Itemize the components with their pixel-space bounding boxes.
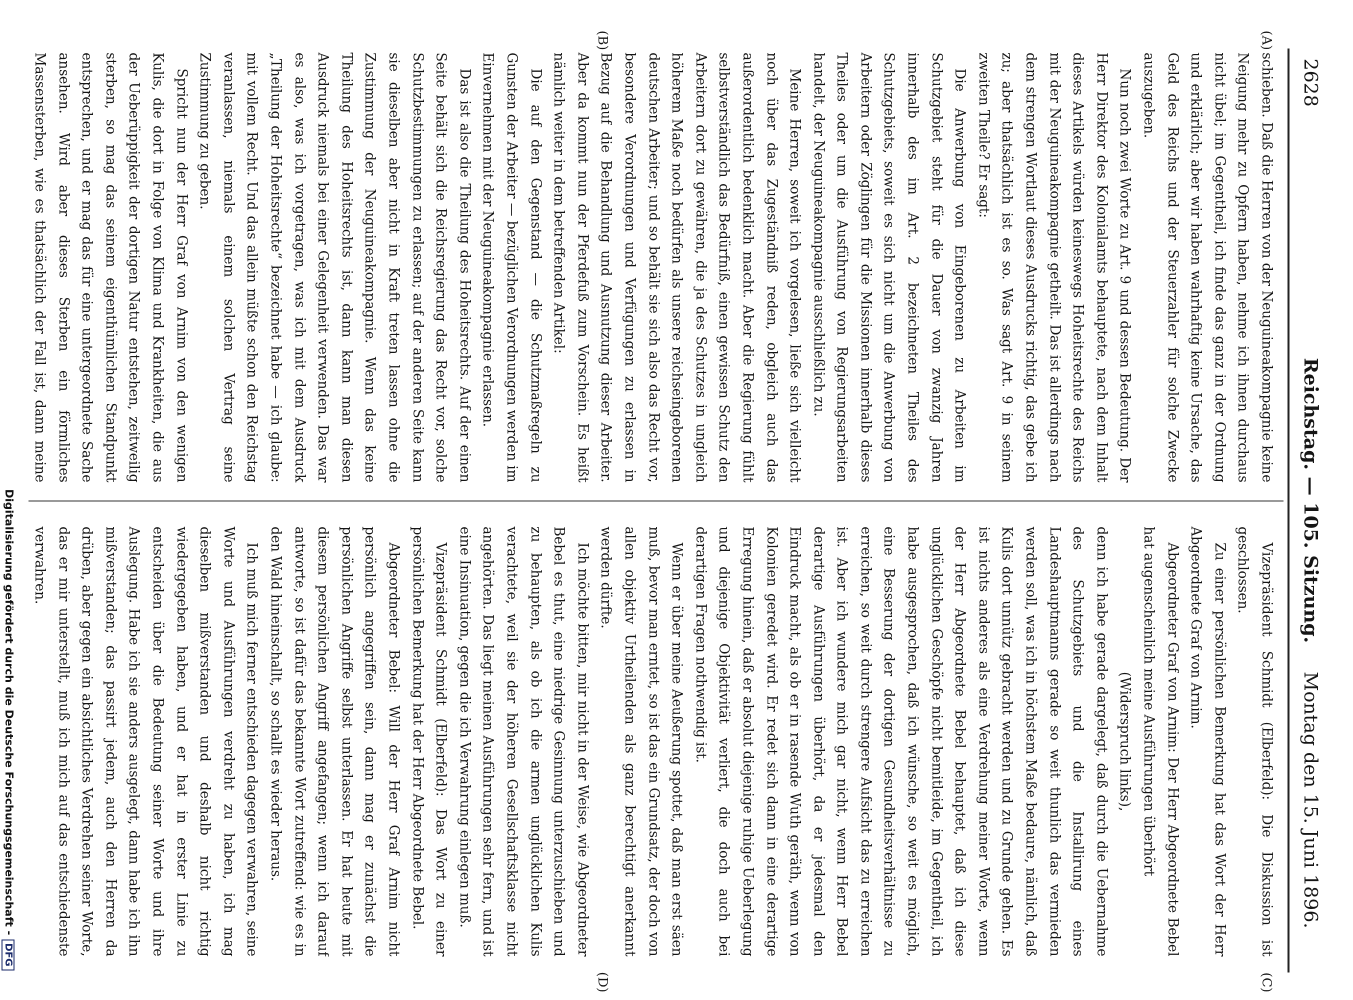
margin-marker-d: (D)	[594, 971, 609, 992]
paragraph: Abgeordneter Bebel: Will der Herr Graf Arnim nicht persönlich angegriffen sein, dann mag er zunächst die persönlichen Angriffe selbst unterlassen. Er hat heute mit diesem persönlichen Angriff angefangen; wenn ich darauf antworte, so ist dafür das bekannte Wort zutreffend: wie es in den Wald hineinschallt, so schallt es wieder heraus.	[267, 526, 402, 956]
paragraph: Spricht nun der Herr Graf von Arnim von den wenigen Kulis, die dort in Folge von Klima und Krankheiten, die aus der Ueberüppigkeit der dortigen Natur entstehen, zeitweilig sterben, so mag das seinem eigenthümlichen Standpunkt entsprechen, und er mag das für eine untergeordnete Sache ansehen. Wird aber dieses Sterben ein förmliches Massensterben, wie es thatsächlich der Fall ist, dann meine	[31, 52, 189, 482]
margin-marker-a: (A)	[1258, 30, 1273, 50]
paragraph: Die auf den Gegenstand — die Schutzmaßregeln zu Gunsten der Arbeiter — bezüglichen Verordnungen werden im Einvernehmen mit der Neuguineakompagnie erlassen.	[479, 52, 543, 482]
right-text-column	[27, 526, 1277, 956]
session-date: Montag den 15. Juni 1896.	[1299, 671, 1321, 928]
page-number: 2628	[1299, 58, 1321, 107]
header-rule	[1287, 48, 1289, 972]
paragraph: Zu einer persönlichen Bemerkung hat das Wort der Herr Abgeordnete Graf von Arnim.	[1187, 526, 1227, 956]
margin-marker-b: (B)	[594, 30, 609, 50]
paragraph: Ich muß mich ferner entschieden dagegen verwahren, seine Worte und Ausführungen verdreht zu haben, ich mag dieselben mißverstanden und deshalb nicht richtig wiedergegeben haben, und er hat in erster Linie zu entscheiden über die Bedeutung seiner Worte und ihre Auslegung. Habe ich sie anders ausgelegt, dann habe ich ihn mißverstanden; das passirt jedem, auch den Herren da drüben, aber gegen ein absichtliches Verdrehen seiner Worte, das er mir unterstellt, muß ich mich auf das entschiedenste verwahren.	[31, 526, 260, 956]
column-divider	[28, 500, 1283, 501]
margin-marker-c: (C)	[1258, 971, 1273, 992]
running-title: Reichstag. — 105. Sitzung.	[1299, 357, 1321, 643]
paragraph: (Widerspruch links),	[1116, 671, 1133, 811]
paragraph: Meine Herren, soweit ich vorgelesen, ließe sich vielleicht noch über das Zugeständniß reden, obgleich auch das außerordentlich bedenklich macht. Aber die Regierung fühlt selbstverständlich das Bedürfniß, einen gewissen Schutz den Arbeitern dort zu gewähren, die ja des Schutzes in ungleich höherem Maße noch bedürfen als unsere reichseingeborenen deutschen Arbeiter; und so behält sie sich also das Recht vor, besondere Verordnungen und Verfügungen zu erlassen in Bezug auf die Behandlung und Ausnutzung dieser Arbeiter. Aber da kommt nun der Pferdefuß zum Vorschein. Es heißt nämlich weiter in dem betreffenden Artikel:	[550, 52, 803, 482]
digitization-note: Digitalisierung gefördert durch die Deutsche Forschungsgemeinschaft -	[2, 488, 15, 935]
paragraph: Vizepräsident Schmidt (Elberfeld): Die Diskussion ist geschlossen.	[1234, 526, 1274, 956]
paragraph: schieben. Daß die Herren von der Neuguineakompagnie keine Neigung mehr zu Opfern haben, nehme ich ihnen durchaus nicht übel; im Gegentheil, ich finde das ganz in der Ordnung und erklärlich; aber wir haben wahrhaftig keine Ursache, das Geld des Reichs und der Steuerzahler für solche Zwecke auszugeben.	[1140, 52, 1274, 482]
paragraph: Wenn er über meine Aeußerung spottet, daß man erst säen muß, bevor man erntet, so ist das ein Grundsatz, der doch von allen objektiv Urtheilenden als ganz berechtigt anerkannt werden dürfte.	[597, 526, 685, 956]
paragraph: Das ist also die Theilung des Hoheitsrechts. Auf der einen Seite behält sich die Reichsregierung das Recht vor, solche Schutzbestimmungen zu erlassen; auf der anderen Seite kann sie dieselben aber nicht in Kraft treten lassen ohne die Zustimmung der Neuguineakompagnie. Wenn das keine Theilung des Hoheitsrechts ist, dann kann man diesen Ausdruck niemals bei einer Gelegenheit verwenden. Das war es also, was ich vorgetragen, was ich mit dem Ausdruck „Theilung der Hoheitsrechte“ bezeichnet habe — ich glaube: mit vollem Recht. Und das allein müßte schon den Reichstag veranlassen, niemals einem solchen Vertrag seine Zustimmung zu geben.	[196, 52, 472, 482]
digitization-credit	[1, 30, 15, 970]
paragraph: denn ich habe gerade dargelegt, daß durch die Uebernahme des Schutzgebiets und die Installirung eines Landeshauptmanns gerade so weit thunlich das vermieden werden soll, was ich in höchstem Maße bedaure, nämlich, daß Kulis dort unnütz gebracht werden und zu Grunde gehen. Es ist nichts anderes als eine Verdrehung meiner Worte, wenn der Herr Abgeordnete Bebel behauptet, daß ich diese unglücklichen Geschöpfe nicht bemitleide, im Gegentheil, ich habe ausgesprochen, daß ich wünsche, so weit es möglich, eine Besserung der dortigen Gesundheitsverhältnisse zu erreichen, so weit durch strengere Aufsicht das zu erreichen ist. Aber ich wundere mich gar nicht, wenn Herr Bebel derartige Ausführungen überhört, da er jedesmal den Eindruck macht, als ob er in rasende Wuth geräth, wenn von Kolonien geredet wird. Er redet sich dann in eine derartige Erregung hinein, daß er absolut diejenige ruhige Ueberlegung und diejenige Objektivität verliert, die doch auch bei derartigen Fragen nothwendig ist.	[691, 526, 1109, 956]
paragraph: Ich möchte bitten, mir nicht in der Weise, wie Abgeordneter Bebel es thut, eine niedrige Gesinnung unterzuschieben und zu behaupten, als ob ich die armen unglücklichen Kulis verachtete, weil sie der höheren Gesellschaftsklasse nicht angehörten. Das liegt meinen Ausführungen sehr fern, und ist eine Insinuation, gegen die ich Verwahrung einlegen muß.	[455, 526, 590, 956]
paragraph: Nun noch zwei Worte zu Art. 9 und dessen Bedeutung. Der Herr Direktor des Kolonialamts behauptete, nach dem Inhalt dieses Artikels würden keineswegs Hoheitsrechte des Reichs mit der Neuguineakompagnie getheilt. Das ist allerdings nach dem strengen Wortlaut dieses Ausdrucks richtig, das gebe ich zu; aber thatsächlich ist es so. Was sagt Art. 9 in seinem zweiten Theile? Er sagt:	[974, 52, 1133, 482]
paragraph: Vizepräsident Schmidt (Elberfeld): Das Wort zu einer persönlichen Bemerkung hat der Herr Abgeordnete Bebel.	[408, 526, 449, 956]
paragraph: Die Anwerbung von Eingeborenen zu Arbeiten im Schutzgebiet steht für die Dauer von zwanzig Jahren innerhalb des im Art. 2 bezeichneten Theiles des Schutzgebiets, soweit es sich nicht um die Anwerbung von Arbeitern oder Zöglingen für die Missionen innerhalb dieses Theiles oder um die Ausführung von Regierungsarbeiten handelt, der Neuguineakompagnie ausschließlich zu.	[809, 52, 968, 482]
paragraph: Abgeordneter Graf von Arnim: Der Herr Abgeordnete Bebel hat augenscheinlich meine Ausführungen überhört	[1140, 526, 1180, 956]
left-text-column	[27, 52, 1277, 482]
dfg-logo: DFG	[1, 939, 14, 970]
page-header	[1291, 32, 1325, 968]
